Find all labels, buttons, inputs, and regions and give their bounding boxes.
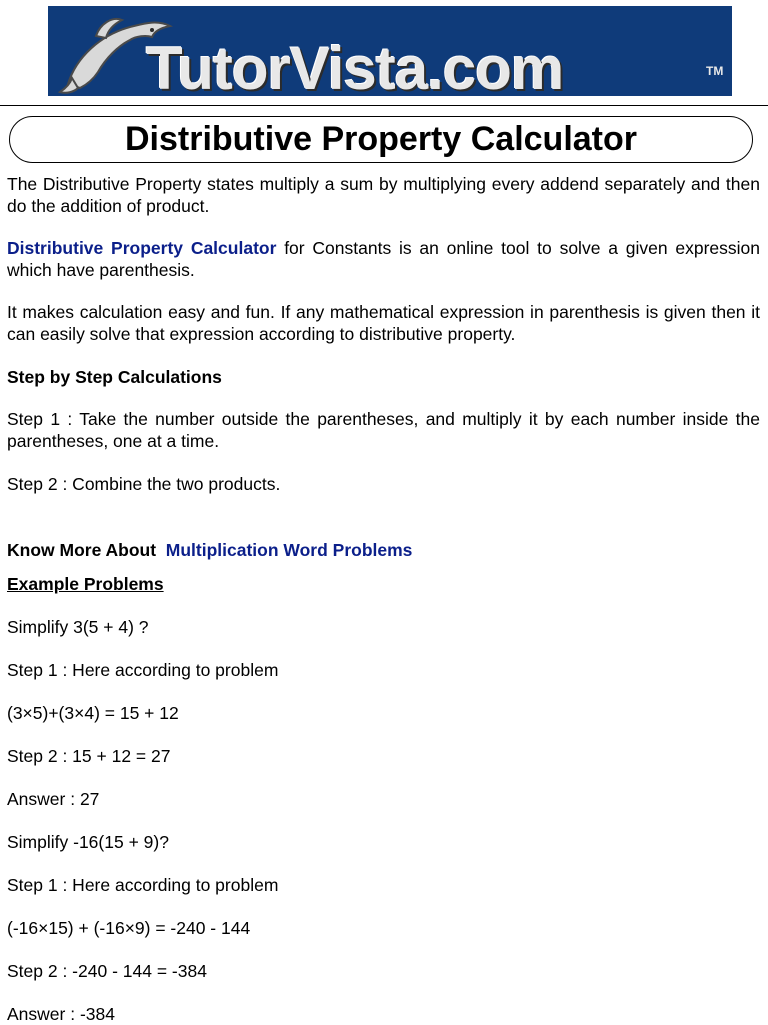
examples-heading: Example Problems bbox=[7, 574, 164, 594]
title-box bbox=[9, 116, 753, 163]
example-2-answer: Answer : -384 bbox=[7, 1004, 115, 1024]
multiplication-word-problems-link[interactable]: Multiplication Word Problems bbox=[165, 540, 413, 560]
example-2-question: Simplify -16(15 + 9)? bbox=[7, 832, 169, 852]
article-body bbox=[7, 173, 760, 1025]
know-more-line bbox=[7, 539, 760, 561]
example-2-expansion: (-16×15) + (-16×9) = -240 - 144 bbox=[7, 918, 251, 938]
example-1-answer: Answer : 27 bbox=[7, 789, 100, 809]
example-2-step-1: Step 1 : Here according to problem bbox=[7, 875, 279, 895]
intro-paragraph-2 bbox=[7, 237, 760, 281]
example-1-step-1: Step 1 : Here according to problem bbox=[7, 660, 279, 680]
page-title: Distributive Property Calculator bbox=[124, 120, 637, 158]
logo-text: TutorVista.com bbox=[146, 35, 564, 96]
calculator-link[interactable]: Distributive Property Calculator bbox=[7, 238, 277, 258]
steps-step-1: Step 1 : Take the number outside the parentheses, and multiply it by each number inside the parentheses, one at a time. bbox=[7, 409, 760, 451]
logo-banner bbox=[48, 6, 732, 96]
example-1-step-2: Step 2 : 15 + 12 = 27 bbox=[7, 746, 171, 766]
intro-paragraph-3: It makes calculation easy and fun. If any mathematical expression in parenthesis is given then it can easily solve that expression according to distributive property. bbox=[7, 302, 760, 344]
steps-step-2: Step 2 : Combine the two products. bbox=[7, 474, 281, 494]
steps-heading: Step by Step Calculations bbox=[7, 367, 222, 387]
intro-paragraph-1: The Distributive Property states multiply a sum by multiplying every addend separately and then do the addition of product. bbox=[7, 174, 760, 216]
header-divider bbox=[0, 105, 768, 106]
example-2-step-2: Step 2 : -240 - 144 = -384 bbox=[7, 961, 207, 981]
example-1-question: Simplify 3(5 + 4) ? bbox=[7, 617, 149, 637]
intro-paragraph-2-text: for Constants is an online tool to solve a given expression which have parenthesis. bbox=[7, 238, 760, 280]
know-more-prefix: Know More About bbox=[7, 540, 166, 560]
logo-trademark: TM bbox=[706, 64, 724, 78]
example-1-expansion: (3×5)+(3×4) = 15 + 12 bbox=[7, 703, 179, 723]
